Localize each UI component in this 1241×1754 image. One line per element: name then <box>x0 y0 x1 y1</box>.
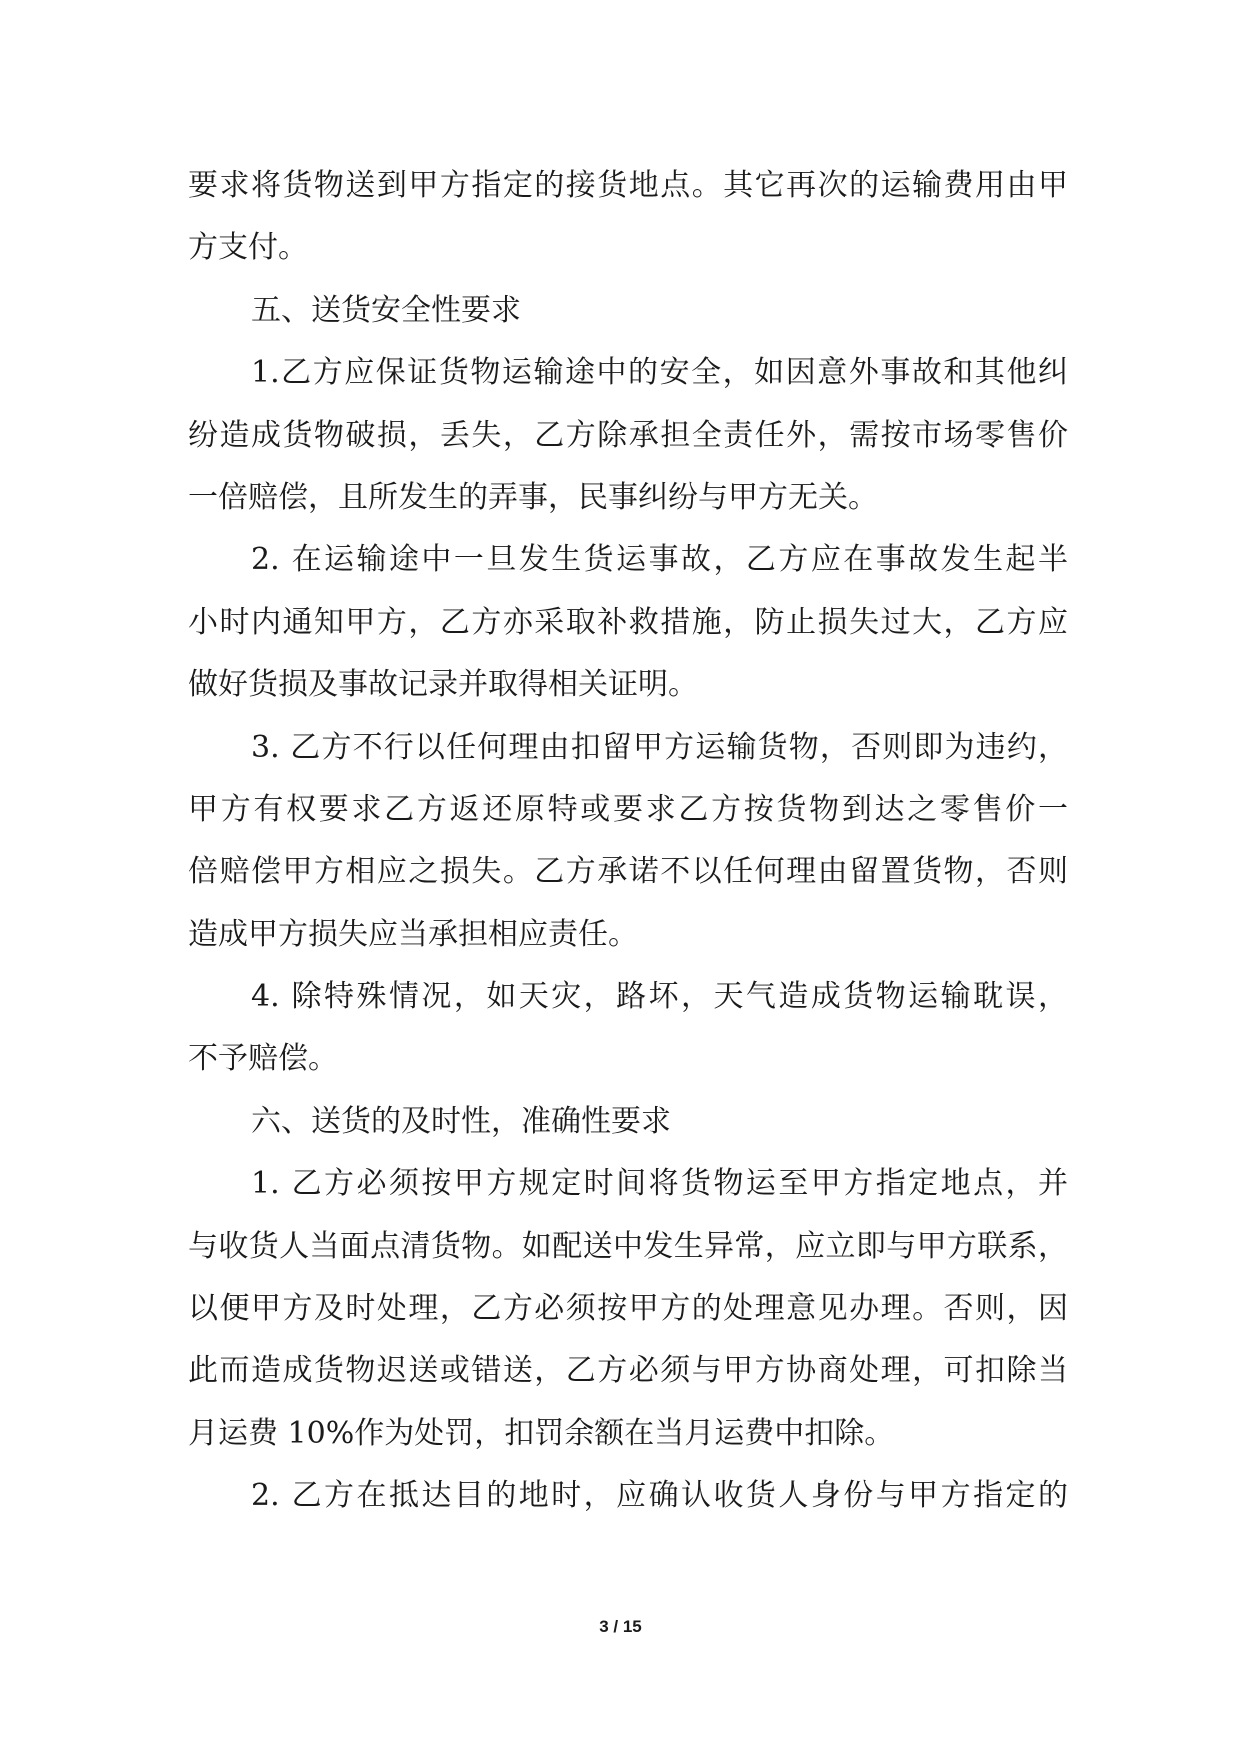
text-line: 1. 乙方必须按甲方规定时间将货物运至甲方指定地点，并 <box>251 1166 1068 1202</box>
section-heading: 五、送货安全性要求 <box>251 292 521 328</box>
text-line: 3. 乙方不行以任何理由扣留甲方运输货物，否则即为违约， <box>251 729 1068 765</box>
text-line: 甲方有权要求乙方返还原特或要求乙方按货物到达之零售价一 <box>188 791 1068 827</box>
text-line: 与收货人当面点清货物。如配送中发生异常，应立即与甲方联系， <box>188 1228 1068 1264</box>
text-line: 造成甲方损失应当承担相应责任。 <box>188 916 638 952</box>
text-line: 方支付。 <box>188 230 308 266</box>
page-number: 3 / 15 <box>599 1617 642 1636</box>
text-line: 做好货损及事故记录并取得相关证明。 <box>188 667 698 703</box>
text-line: 2. 乙方在抵达目的地时，应确认收货人身份与甲方指定的 <box>251 1478 1068 1514</box>
text-line: 1.乙方应保证货物运输途中的安全，如因意外事故和其他纠 <box>251 355 1068 391</box>
text-line: 一倍赔偿，且所发生的弄事，民事纠纷与甲方无关。 <box>188 479 878 515</box>
section-heading: 六、送货的及时性，准确性要求 <box>251 1103 671 1139</box>
text-line: 小时内通知甲方，乙方亦采取补救措施，防止损失过大，乙方应 <box>188 604 1068 640</box>
text-line: 2. 在运输途中一旦发生货运事故，乙方应在事故发生起半 <box>251 542 1068 578</box>
text-line: 纷造成货物破损，丢失，乙方除承担全责任外，需按市场零售价 <box>188 417 1068 453</box>
text-line: 要求将货物送到甲方指定的接货地点。其它再次的运输费用由甲 <box>188 168 1068 203</box>
text-line: 以便甲方及时处理，乙方必须按甲方的处理意见办理。否则，因 <box>188 1291 1068 1327</box>
document-body <box>188 155 1068 1528</box>
text-line: 此而造成货物迟送或错送，乙方必须与甲方协商处理，可扣除当 <box>188 1353 1068 1389</box>
text-line: 不予赔偿。 <box>188 1041 338 1077</box>
text-line: 4. 除特殊情况，如天灾，路坏，天气造成货物运输耽误， <box>251 979 1068 1015</box>
text-line: 倍赔偿甲方相应之损失。乙方承诺不以任何理由留置货物，否则 <box>188 854 1068 890</box>
text-line: 月运费 10%作为处罚，扣罚余额在当月运费中扣除。 <box>188 1415 895 1451</box>
